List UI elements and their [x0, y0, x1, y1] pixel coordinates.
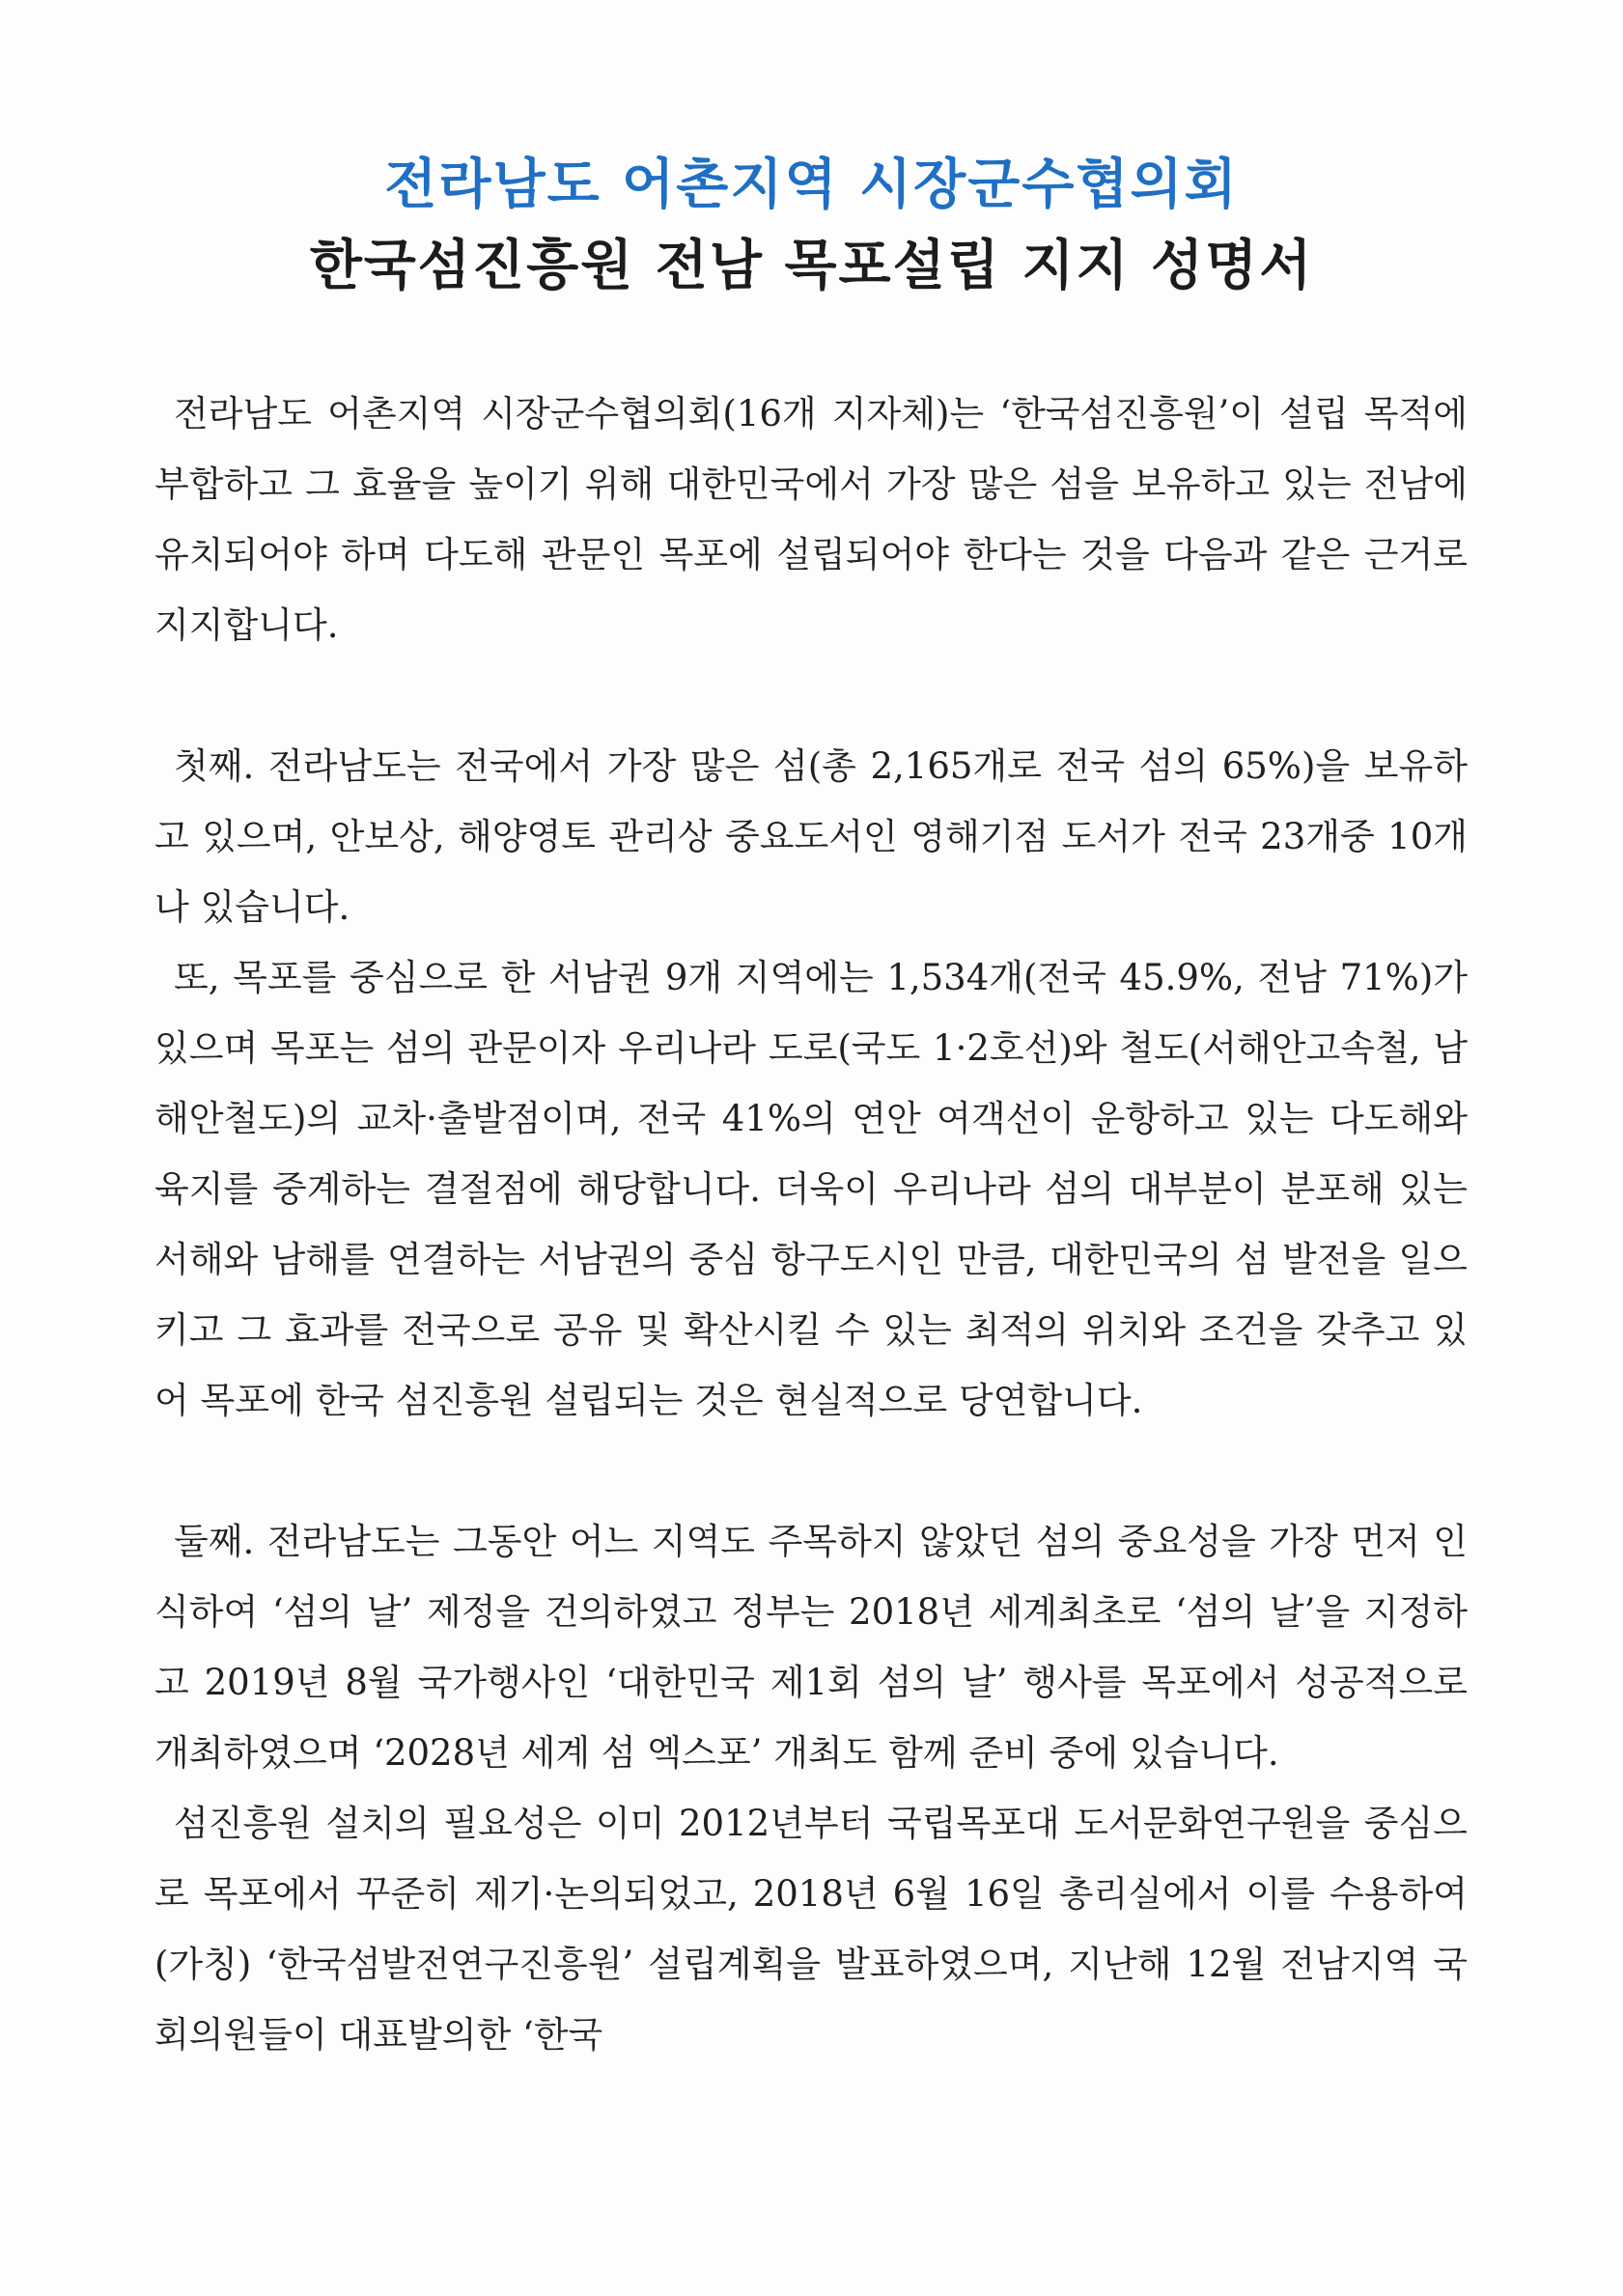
title-block: [0, 145, 1623, 307]
intro-paragraph: 전라남도 어촌지역 시장군수협의회(16개 지자체)는 ‘한국섬진흥원’이 설립 목적에 부합하고 그 효율을 높이기 위해 대한민국에서 가장 많은 섬을 보유하고 있는 전남에 유치되어야 하며 다도해 관문인 목포에 설립되어야 한다는 것을 다음과 같은 근거로 지지합니다.: [154, 393, 1468, 646]
statement-title: 한국섬진흥원 전남 목포설립 지지 성명서: [309, 235, 1314, 297]
first-point-paragraph: 첫째. 전라남도는 전국에서 가장 많은 섬(총 2,165개로 전국 섬의 65%)을 보유하고 있으며, 안보상, 해양영토 관리상 중요도서인 영해기점 도서가 전국 23개중 10개나 있습니다.: [154, 745, 1468, 928]
second-point-detail-paragraph: 섬진흥원 설치의 필요성은 이미 2012년부터 국립목포대 도서문화연구원을 중심으로 목포에서 꾸준히 제기·논의되었고, 2018년 6월 16일 총리실에서 이를 수용하여 (가칭) ‘한국섬발전연구진흥원’ 설립계획을 발표하였으며, 지난해 12월 전남지역 국회의원들이 대표발의한 ‘한국: [154, 1803, 1468, 2056]
second-point-paragraph: 둘째. 전라남도는 그동안 어느 지역도 주목하지 않았던 섬의 중요성을 가장 먼저 인식하여 ‘섬의 날’ 제정을 건의하였고 정부는 2018년 세계최초로 ‘섬의 날’을 지정하고 2019년 8월 국가행사인 ‘대한민국 제1회 섬의 날’ 행사를 목포에서 성공적으로 개최하였으며 ‘2028년 세계 섬 엑스포’ 개최도 함께 준비 중에 있습니다.: [154, 1521, 1468, 1774]
organization-title: 전라남도 어촌지역 시장군수협의회: [384, 154, 1239, 216]
first-point-detail-paragraph: 또, 목포를 중심으로 한 서남권 9개 지역에는 1,534개(전국 45.9%, 전남 71%)가 있으며 목포는 섬의 관문이자 우리나라 도로(국도 1·2호선)와 철도(서해안고속철, 남해안철도)의 교차·출발점이며, 전국 41%의 연안 여객선이 운항하고 있는 다도해와 육지를 중계하는 결절점에 해당합니다. 더욱이 우리나라 섬의 대부분이 분포해 있는 서해와 남해를 연결하는 서남권의 중심 항구도시인 만큼, 대한민국의 섬 발전을 일으키고 그 효과를 전국으로 공유 및 확산시킬 수 있는 최적의 위치와 조건을 갖추고 있어 목포에 한국 섬진흥원 설립되는 것은 현실적으로 당연합니다.: [154, 957, 1468, 1421]
document-body: [154, 378, 1468, 2070]
